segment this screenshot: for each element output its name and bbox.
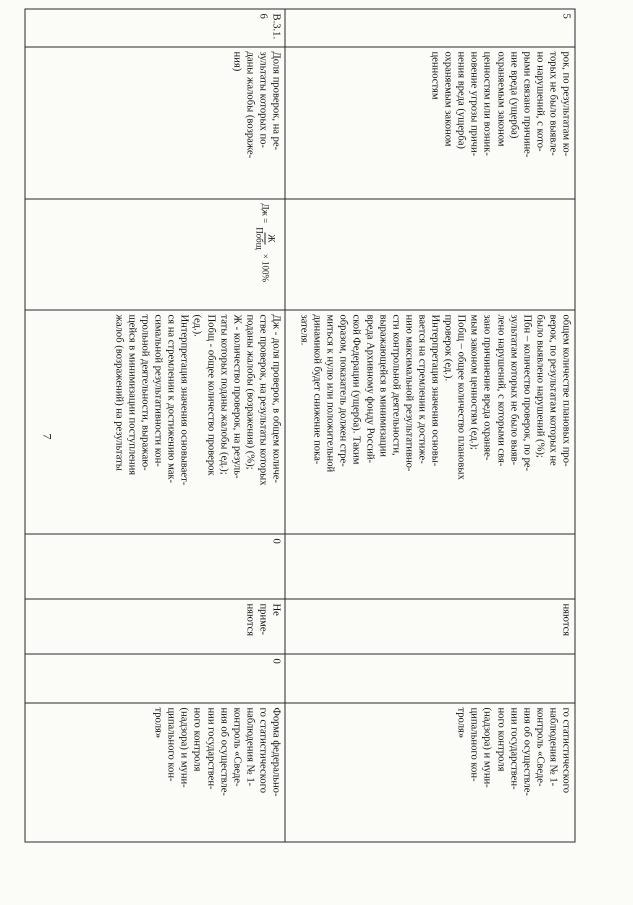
cell-index: 5 — [285, 9, 575, 47]
cell-formula — [25, 199, 285, 310]
cell-value: 0 — [25, 654, 285, 703]
cell-target: 0 — [25, 534, 285, 599]
cell-description: Дж - доля проверок, в общем количе- стве проверок, на результаты которых поданы жалобы (возражения) (%); Ж - количество проверок, на резуль- таты которых поданы жалобы (ед.); Побщ - общее количество проверок (ед.). Интерпретация значения основывает- ся на стремлении к достижению мак- симальной результативности кон- трольной деятельности, выражаю- щейся в минимизации поступления жалоб (возражений) на результаты — [25, 310, 285, 534]
table-row — [285, 9, 575, 842]
cell-source: Форма федерально- го статистического наблюдения № 1- контроль «Сведе- ния об осуществле- нии государствен- ного контроля (надзора) и муни- ципального кон- троля» — [25, 703, 285, 842]
cell-target — [285, 534, 575, 599]
formula-denominator: Побщ — [254, 227, 265, 250]
formula — [254, 204, 283, 306]
formula-numerator: Ж — [266, 234, 277, 243]
indicators-table — [25, 9, 576, 843]
cell-description: общем количестве плановых про- верок, по результатам которых не было выявлено нарушений (%); Пбн – количество проверок, по ре- зультатам которых не было выяв- лено нарушений, с которыми свя- зано причинение вреда охраняе- мым законом ценностям (ед.); Побщ – общее количество плановых проверок (ед.). Интерпретация значения основы- вается на стремлении к достиже- нию максимальной результативно- сти контрольной деятельности, выражающейся в минимизации вреда Архивному фонду Россий- ской Федерации (ущерба). Таким образом, показатель должен стре- миться к нулю или положительной динамикой будет снижение пока- зателя. — [285, 310, 575, 534]
cell-index: В.3.1.6 — [25, 9, 285, 47]
cell-applicability: няются — [285, 599, 575, 654]
cell-value — [285, 654, 575, 703]
cell-source: го статистического наблюдения № 1- контроль «Сведе- ния об осуществле- нии государствен- ного контроля (надзора) и муни- ципального кон- троля» — [285, 703, 575, 842]
page-number: 7 — [40, 433, 55, 440]
cell-applicability: Не приме-няются — [25, 599, 285, 654]
cell-formula — [285, 199, 575, 310]
indicators-table-rotated — [26, 9, 576, 842]
cell-indicator-name: Доля проверок, на ре- зультаты которых по- даны жалобы (возраже- ния) — [25, 47, 285, 199]
formula-lhs: Дж = — [260, 203, 271, 224]
formula-fraction — [254, 225, 277, 252]
table-row — [25, 9, 285, 842]
formula-rhs: × 100% — [260, 253, 271, 283]
cell-indicator-name: рок, по результатам ко- торых не было выявле- но нарушений, с кото- рыми связано причине- ние вреда (ущерба) охраняемым законом ценностям или возник- новение угрозы причи- нения вреда (ущерба) охраняемым законом ценностям — [285, 47, 575, 199]
